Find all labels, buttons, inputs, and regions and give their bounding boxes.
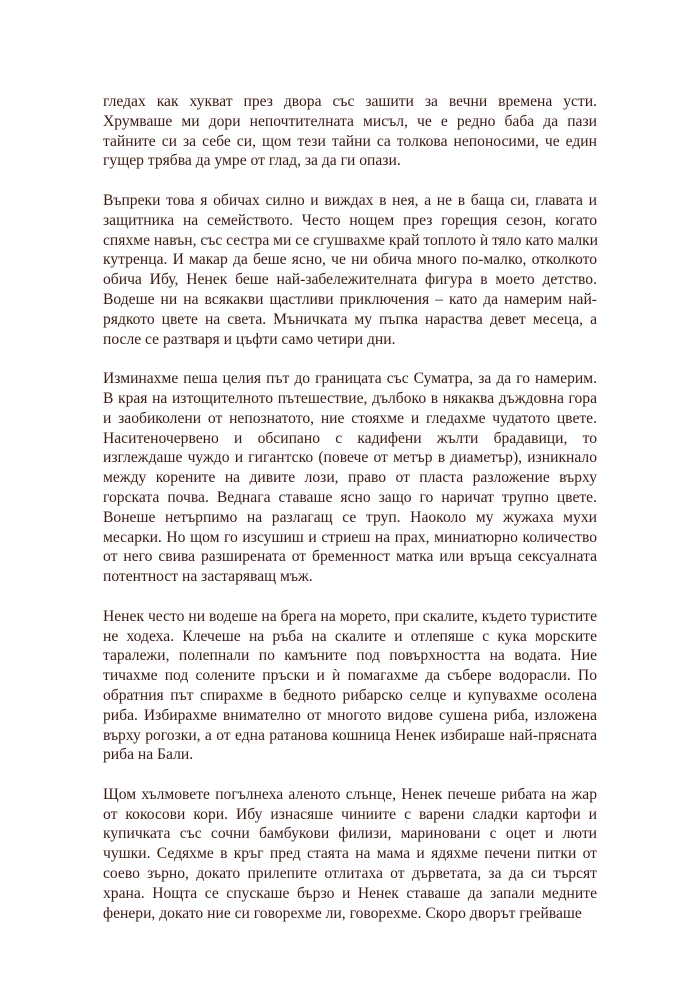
text-line: обича Ибу, Ненек беше най-забележителната фигура в моето детство.: [103, 271, 597, 289]
text-line: потентност на застаряващ мъж.: [103, 568, 313, 586]
text-line: таралежи, полепнали по камъните под повърхността на водата. Ние: [103, 647, 597, 665]
text-line: спяхме навън, със сестра ми се сгушвахме край топлото ѝ тяло като малки: [103, 231, 599, 249]
text-line: рядкото цвете на света. Мъничката му пъпка нараства девет месеца, а: [103, 310, 597, 328]
text-line: защитника на семейството. Често нощем през горещия сезон, когато: [103, 211, 597, 229]
text-line: купичката със сочни бамбукови филизи, мариновани с оцет и люти: [103, 825, 597, 843]
text-line: после се разтваря и цъфти само четири дни.: [103, 330, 396, 348]
text-line: риба на Бали.: [103, 746, 194, 764]
text-line: не ходеха. Клечеше на ръба на скалите и отлепяше с кука морските: [103, 627, 597, 645]
text-line: Наситеночервено и обсипано с кадифени жълти брадавици, то: [103, 429, 597, 447]
text-line: соево зърно, докато прилепите отлитаха от дърветата, за да си търсят: [103, 865, 597, 883]
paragraph: [103, 785, 597, 924]
text-line: тайните си за себе си, щом тези тайни са толкова непоносими, че един: [103, 132, 597, 150]
text-line: Ненек често ни водеше на брега на морето, при скалите, където туристите: [103, 607, 597, 625]
text-line: Хрумваше ми дори непочтителната мисъл, че е редно баба да пази: [103, 112, 597, 130]
text-line: върху рогозки, а от една ратанова кошница Ненек избираше най-прясната: [103, 726, 597, 744]
paragraph: [103, 607, 597, 765]
paragraph: [103, 92, 597, 171]
text-line: Вонеше нетърпимо на разлагащ се труп. Наоколо му жужаха мухи: [103, 508, 597, 526]
text-line: В края на изтощителното пътешествие, дълбоко в някаква дъждовна гора: [103, 389, 597, 407]
text-line: фенери, докато ние си говорехме ли, говорехме. Скоро дворът грейваше: [103, 904, 582, 922]
text-line: обратния път спирахме в бедното рибарско селце и купувахме осолена: [103, 686, 597, 704]
paragraph: [103, 369, 597, 587]
text-line: Щом хълмовете погълнеха аленото слънце, Ненек печеше рибата на жар: [103, 785, 597, 803]
text-line: тичахме под солените пръски и ѝ помагахме да събере водорасли. По: [103, 667, 597, 685]
paragraph: [103, 191, 597, 349]
text-line: месарки. Но щом го изсушиш и стриеш на прах, миниатюрно количество: [103, 528, 597, 546]
text-line: кутренца. И макар да беше ясно, че ни обича много по-малко, отколкото: [103, 251, 597, 269]
text-line: Въпреки това я обичах силно и виждах в нея, а не в баща си, главата и: [103, 191, 597, 209]
text-line: чушки. Седяхме в кръг пред стаята на мама и ядяхме печени питки от: [103, 845, 597, 863]
text-line: горската почва. Веднага ставаше ясно защо го наричат трупно цвете.: [103, 488, 597, 506]
text-line: риба. Избирахме внимателно от многото видове сушена риба, изложена: [103, 706, 597, 724]
text-line: между корените на дивите лози, право от пласта разложение върху: [103, 469, 597, 487]
text-line: гледах как хукват през двора със зашити за вечни времена усти.: [103, 93, 597, 110]
text-line: изглеждаше чуждо и гигантско (повече от метър в диаметър), изникнало: [103, 449, 597, 467]
text-line: и заобиколени от непознатото, ние стояхме и гледахме чудатото цвете.: [103, 409, 597, 427]
text-line: от кокосови кори. Ибу изнасяше чиниите с варени сладки картофи и: [103, 805, 597, 823]
text-line: от него свива разширената от бременност матка или връща сексуалната: [103, 548, 597, 566]
text-line: храна. Нощта се спускаше бързо и Ненек ставаше да запали медните: [103, 884, 597, 902]
text-line: гущер трябва да умре от глад, за да ги опази.: [103, 152, 401, 170]
text-line: Водеше ни на всякакви щастливи приключения – като да намерим най-: [103, 290, 597, 308]
text-line: Изминахме пеша целия път до границата със Суматра, за да го намерим.: [103, 370, 597, 388]
document-body-text: [103, 92, 597, 943]
